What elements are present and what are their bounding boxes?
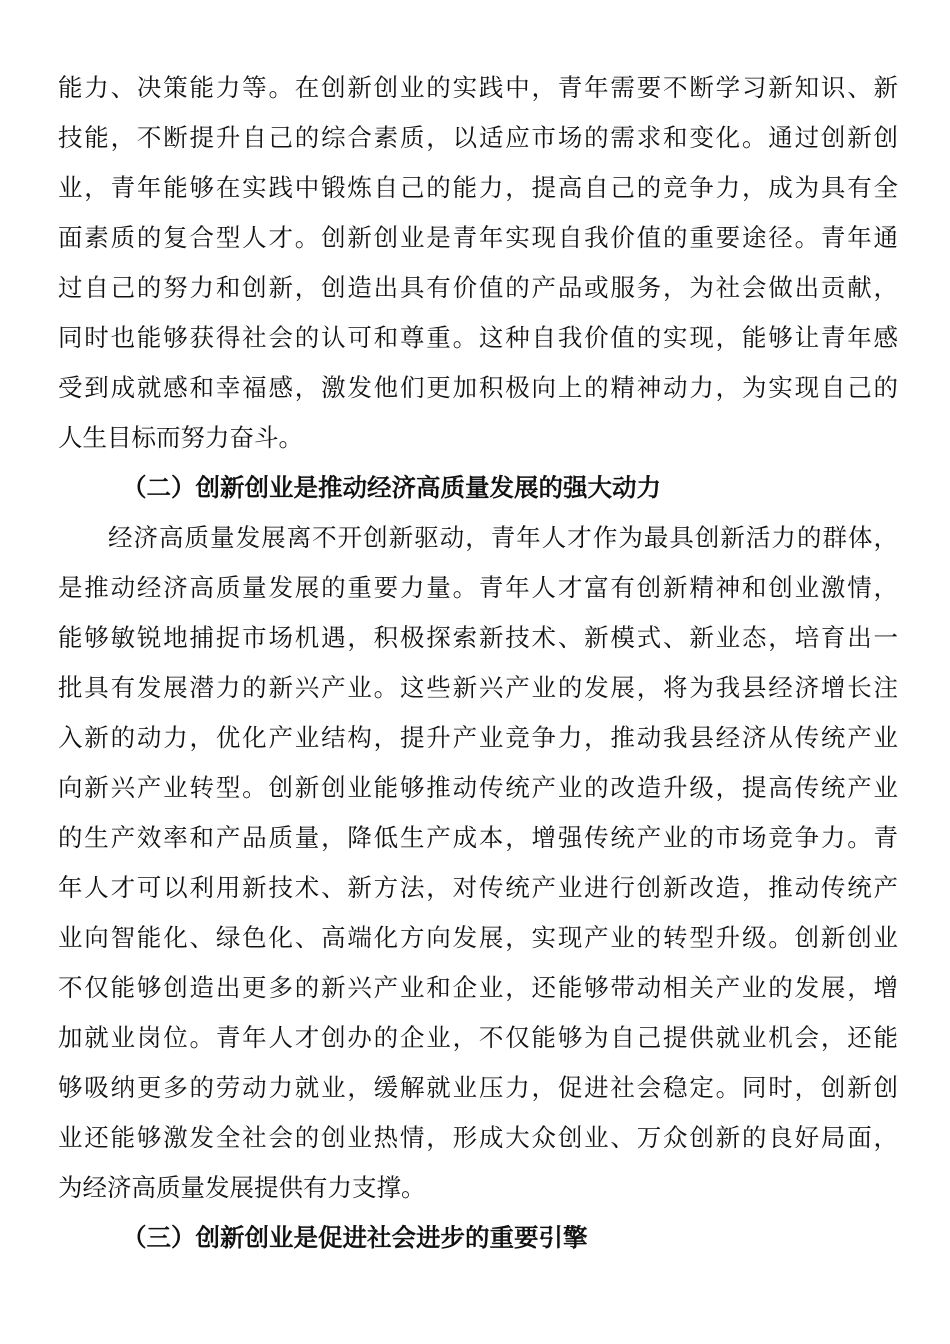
paragraph-2-line-10: 不仅能够创造出更多的新兴产业和企业，还能够带动相关产业的发展，增 [58,973,898,1002]
paragraph-2-line-7: 的生产效率和产品质量，降低生产成本，增强传统产业的市场竞争力。青 [58,823,898,852]
paragraph-1-line-3: 业，青年能够在实践中锻炼自己的能力，提高自己的竞争力，成为具有全 [58,173,898,202]
paragraph-2-line-2: 是推动经济高质量发展的重要力量。青年人才富有创新精神和创业激情， [58,573,898,602]
paragraph-1-line-1: 能力、决策能力等。在创新创业的实践中，青年需要不断学习新知识、新 [58,73,898,102]
section-heading-3: （三）创新创业是促进社会进步的重要引擎 [122,1223,588,1252]
paragraph-1-line-6: 同时也能够获得社会的认可和尊重。这种自我价值的实现，能够让青年感 [58,323,898,352]
paragraph-2-line-12: 够吸纳更多的劳动力就业，缓解就业压力，促进社会稳定。同时，创新创 [58,1073,898,1102]
paragraph-1-line-2: 技能，不断提升自己的综合素质，以适应市场的需求和变化。通过创新创 [58,123,898,152]
paragraph-2-line-8: 年人才可以利用新技术、新方法，对传统产业进行创新改造，推动传统产 [58,873,898,902]
paragraph-1-line-5: 过自己的努力和创新，创造出具有价值的产品或服务，为社会做出贡献， [58,273,898,302]
paragraph-2-line-5: 入新的动力，优化产业结构，提升产业竞争力，推动我县经济从传统产业 [58,723,898,752]
paragraph-2-line-9: 业向智能化、绿色化、高端化方向发展，实现产业的转型升级。创新创业 [58,923,898,952]
paragraph-2-line-4: 批具有发展潜力的新兴产业。这些新兴产业的发展，将为我县经济增长注 [58,673,898,702]
paragraph-1-line-8: 人生目标而努力奋斗。 [58,423,303,452]
paragraph-1-line-4: 面素质的复合型人才。创新创业是青年实现自我价值的重要途径。青年通 [58,223,898,252]
paragraph-2-line-1: 经济高质量发展离不开创新驱动，青年人才作为最具创新活力的群体， [108,523,898,552]
paragraph-2-line-3: 能够敏锐地捕捉市场机遇，积极探索新技术、新模式、新业态，培育出一 [58,623,898,652]
paragraph-2-line-11: 加就业岗位。青年人才创办的企业，不仅能够为自己提供就业机会，还能 [58,1023,898,1052]
paragraph-2-line-14: 为经济高质量发展提供有力支撑。 [58,1173,426,1202]
section-heading-2: （二）创新创业是推动经济高质量发展的强大动力 [122,473,661,502]
paragraph-2-line-6: 向新兴产业转型。创新创业能够推动传统产业的改造升级，提高传统产业 [58,773,898,802]
paragraph-2-line-13: 业还能够激发全社会的创业热情，形成大众创业、万众创新的良好局面， [58,1123,898,1152]
paragraph-1-line-7: 受到成就感和幸福感，激发他们更加积极向上的精神动力，为实现自己的 [58,373,898,402]
